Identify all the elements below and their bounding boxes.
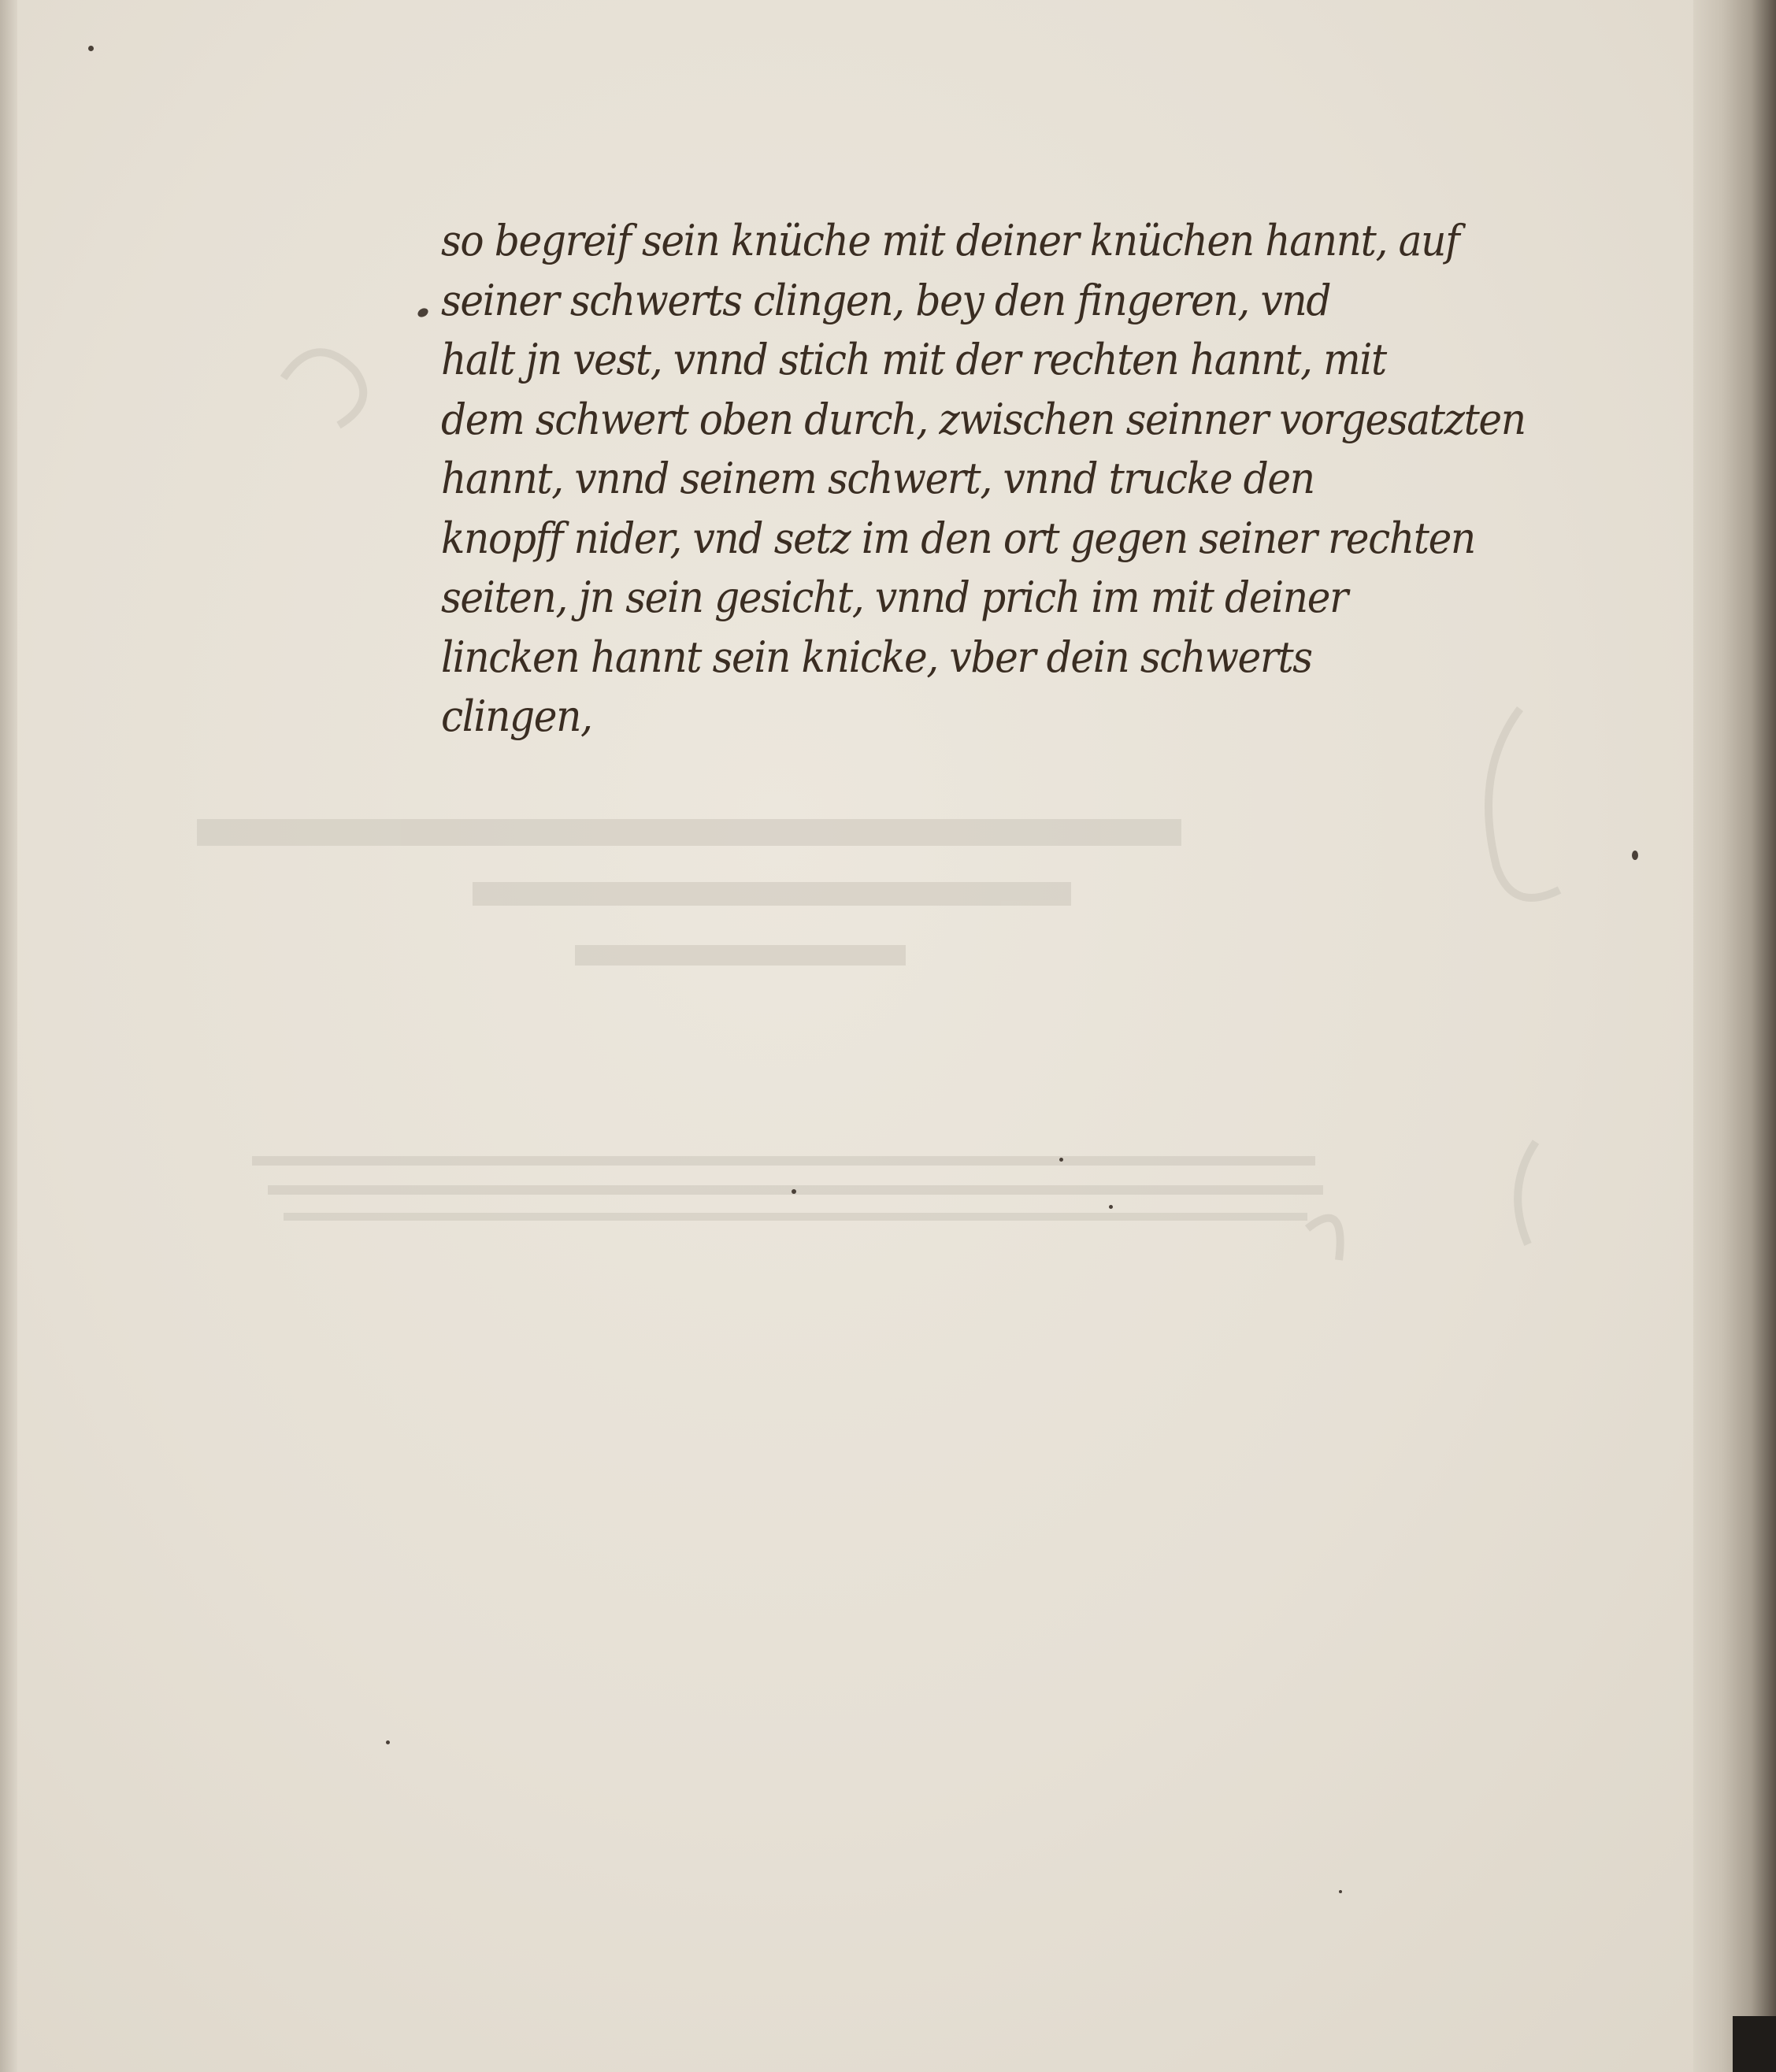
text-line: seiten, jn sein gesicht, vnnd prich im mit deiner [441, 573, 1348, 622]
page-right-edge [1693, 0, 1776, 2072]
text-line: clingen, [441, 691, 592, 741]
text-line: so begreif sein knüche mit deiner knüchen hannt, auf [441, 216, 1459, 265]
text-line: hannt, vnnd seinem schwert, vnnd trucke den [441, 454, 1314, 503]
text-line: seiner schwerts clingen, bey den fingeren, vnd [441, 275, 1331, 325]
text-line: lincken hannt sein knicke, vber dein schwerts [441, 632, 1312, 682]
handwritten-text-block [441, 211, 1526, 747]
ink-speck [1632, 851, 1638, 860]
text-line: dem schwert oben durch, zwischen seinner vorgesatzten [441, 394, 1526, 444]
background-corner [1733, 2016, 1776, 2072]
ink-speck [792, 1189, 796, 1194]
ink-speck [88, 46, 94, 51]
text-line: halt jn vest, vnnd stich mit der rechten hannt, mit [441, 335, 1386, 384]
text-line: knopff nider, vnd setz im den ort gegen seiner rechten [441, 513, 1475, 563]
ink-speck [386, 1740, 390, 1744]
ink-speck [1059, 1158, 1063, 1162]
ink-speck [1109, 1205, 1113, 1209]
ink-speck [1339, 1890, 1342, 1893]
